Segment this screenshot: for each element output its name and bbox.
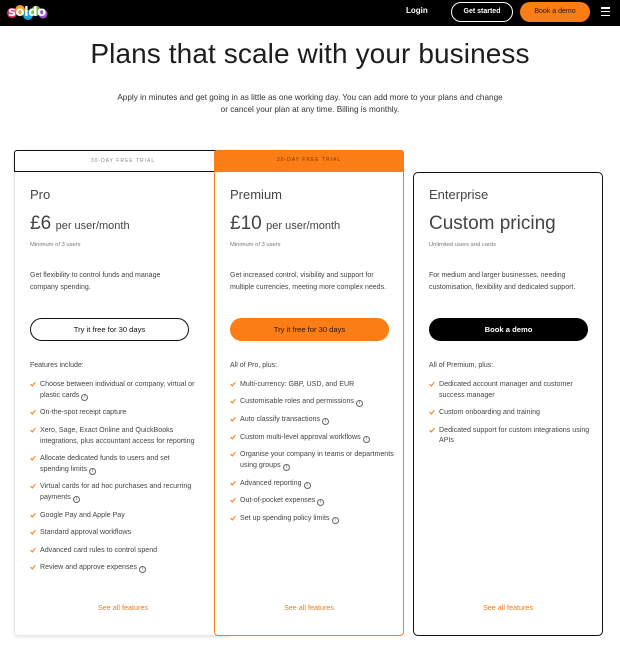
checkmark-icon [429,427,435,433]
feature-text: Choose between individual or company, virtual or plastic cards [40,380,195,399]
features-heading: Features include: [30,362,84,369]
plan-name: Pro [30,187,51,202]
checkmark-icon [230,497,236,503]
feature-text: Auto classify transactions [240,414,321,423]
price-unit: per user/month [55,220,130,232]
trial-badge: 30-DAY FREE TRIAL [14,150,232,172]
plan-description: For medium and larger businesses, needing customisation, flexibility and dedicated support. [429,272,576,291]
checkmark-icon [230,416,236,422]
feature-item [30,545,195,556]
feature-item [230,432,395,443]
plan-description: Get increased control, visibility and support for multiple currencies, meeting more complex needs. [230,272,387,291]
feature-item [230,478,395,489]
checkmark-icon [230,451,236,457]
soldo-logo[interactable] [6,3,48,23]
feature-text: Dedicated support for custom integrations using APIs [439,425,590,445]
feature-item [30,453,195,475]
features-heading: All of Premium, plus: [429,362,494,369]
feature-list [30,379,195,580]
checkmark-icon [429,381,435,387]
checkmark-icon [30,512,36,518]
feature-item [30,407,195,418]
feature-item [30,379,195,401]
feature-text: Customisable roles and permissions [240,397,354,406]
checkmark-icon [230,480,236,486]
feature-item [30,527,195,538]
feature-text: Advanced reporting [240,478,302,487]
plan-card-pro [14,150,232,636]
checkmark-icon [230,398,236,404]
unlimited-users: Unlimited users and cards [429,242,497,248]
page-subtitle: Apply in minutes and get going in as little as one working day. You can add more to your plans and change or cancel your plan at any time. Billing is monthly. [117,93,503,114]
plan-name: Enterprise [429,187,489,202]
try-free-button[interactable]: Try it free for 30 days [30,318,189,341]
checkmark-icon [429,409,435,415]
feature-text: Allocate dedicated funds to users and set spending limits [40,453,170,473]
price-amount: £10 [230,213,262,234]
checkmark-icon [30,427,36,433]
feature-text: Dedicated account manager and customer success manager [439,380,573,399]
feature-item [30,481,195,503]
try-free-button[interactable]: Try it free for 30 days [230,318,389,341]
checkmark-icon [30,381,36,387]
info-icon[interactable]: i [283,464,290,471]
checkmark-icon [230,515,236,521]
see-all-features-link[interactable]: See all features [98,603,148,612]
price-unit: per user/month [266,220,341,232]
feature-item [230,379,395,390]
top-navigation [0,0,620,26]
plan-card-premium [214,150,404,636]
info-icon[interactable]: i [89,468,96,475]
feature-text: Virtual cards for ad hoc purchases and recurring payments [40,482,192,502]
checkmark-icon [230,381,236,387]
feature-item [230,513,395,524]
features-heading: All of Pro, plus: [230,362,278,369]
feature-item [230,495,395,506]
checkmark-icon [30,564,36,570]
price-amount: £6 [30,213,52,234]
info-icon[interactable]: i [332,517,339,524]
info-icon[interactable]: i [81,394,88,401]
login-link[interactable]: Login [406,6,428,15]
page-title: Plans that scale with your business [90,38,530,69]
price-amount: Custom pricing [429,213,556,234]
book-demo-button[interactable]: Book a demo [520,2,590,22]
feature-text: Standard approval workflows [40,528,132,537]
feature-item [429,407,594,418]
info-icon[interactable]: i [73,496,80,503]
price [230,213,340,235]
feature-item [30,510,195,521]
trial-badge: 30-DAY FREE TRIAL [214,150,404,172]
feature-text: Custom onboarding and training [439,408,540,417]
feature-text: Google Pay and Apple Pay [40,510,125,519]
feature-list [429,379,594,453]
checkmark-icon [30,529,36,535]
feature-text: Xero, Sage, Exact Online and QuickBooks integrations, plus accountant access for reporting [40,425,195,445]
see-all-features-link[interactable]: See all features [284,603,334,612]
feature-item [230,449,395,471]
checkmark-icon [30,547,36,553]
feature-text: Custom multi-level approval workflows [240,432,361,441]
book-demo-button[interactable]: Book a demo [429,318,588,341]
feature-text: Advanced card rules to control spend [40,545,158,554]
feature-item [429,379,594,401]
feature-item [30,562,195,573]
minimum-users: Minimum of 3 users [230,242,281,248]
feature-text: Set up spending policy limits [240,513,330,522]
checkmark-icon [30,409,36,415]
feature-item [30,425,195,447]
feature-text: Out-of-pocket expenses [240,496,316,505]
see-all-features-link[interactable]: See all features [483,603,533,612]
hamburger-menu-icon[interactable] [601,7,610,16]
feature-item [230,396,395,407]
feature-list [230,379,395,530]
info-icon[interactable]: i [356,400,363,407]
plan-card-enterprise [413,172,603,636]
get-started-button[interactable]: Get started [451,2,513,22]
info-icon[interactable]: i [317,499,324,506]
feature-text: Multi-currency: GBP, USD, and EUR [240,380,355,388]
feature-text: On-the-spot receipt capture [40,408,127,417]
feature-text: Review and approve expenses [40,562,138,571]
price [30,213,130,235]
feature-text: Organise your company in teams or departments using groups [240,450,394,469]
checkmark-icon [230,434,236,440]
info-icon[interactable]: i [363,436,370,443]
feature-item [429,425,594,447]
minimum-users: Minimum of 3 users [30,242,81,248]
logo-text: soldo [8,5,46,20]
checkmark-icon [30,483,36,489]
plan-description: Get flexibility to control funds and manage company spending. [30,272,161,291]
checkmark-icon [30,455,36,461]
plan-name: Premium [230,187,283,202]
info-icon[interactable]: i [139,566,146,573]
feature-item [230,414,395,425]
info-icon[interactable]: i [322,418,329,425]
info-icon[interactable]: i [304,482,311,489]
